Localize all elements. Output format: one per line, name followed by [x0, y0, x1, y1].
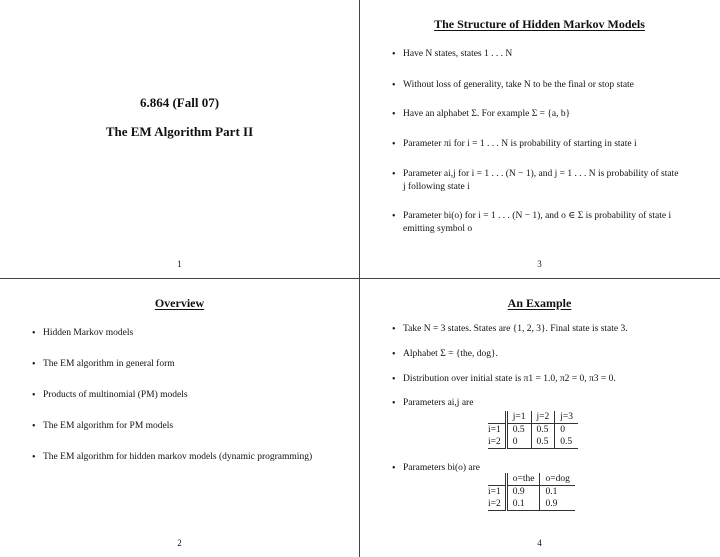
table-row: [488, 424, 578, 437]
bullet-item: • Hidden Markov models: [32, 327, 332, 340]
bullet-item: • Products of multinomial (PM) models: [32, 389, 332, 402]
column-header: j=3: [555, 411, 578, 424]
table-cell: 0.5: [531, 424, 555, 437]
table-row: [488, 486, 575, 499]
row-label: i=2: [488, 498, 506, 511]
table-cell: 0.1: [545, 487, 558, 497]
bullet-item: • Take N = 3 states. States are {1, 2, 3}. Final state is state 3.: [392, 323, 702, 336]
slide-2: [0, 279, 359, 557]
bullet-item: • Parameters ai,j are: [392, 397, 702, 410]
row-label: i=1: [488, 424, 506, 437]
table-cell: 0.5: [555, 436, 578, 449]
table-row: [488, 498, 575, 511]
table-cell: 0.9: [540, 498, 575, 511]
bullet-item: • Have an alphabet Σ. For example Σ = {a, b}: [392, 108, 682, 121]
bullet-item: • Have N states, states 1 . . . N: [392, 48, 682, 61]
slide-heading: An Example: [507, 296, 572, 310]
course-title: 6.864 (Fall 07): [139, 95, 220, 110]
bullet-item: • The EM algorithm for PM models: [32, 420, 332, 433]
lecture-title: The EM Algorithm Part II: [105, 124, 254, 139]
column-header: o=the: [506, 473, 540, 486]
bullet-item: • Parameter bi(o) for i = 1 . . . (N − 1), and o ∈ Σ is probability of state i emitting symbol o: [392, 210, 682, 236]
emission-table: [488, 473, 575, 511]
bullet-item: • Parameters bi(o) are: [392, 462, 702, 475]
page-number: 4: [537, 538, 542, 548]
bullet-item: • Alphabet Σ = {the, dog}.: [392, 348, 702, 361]
bullet-item: • Parameter ai,j for i = 1 . . . (N − 1), and j = 1 . . . N is probability of state j following state i: [392, 168, 682, 194]
page-number: 2: [177, 538, 182, 548]
page-number: 3: [537, 259, 542, 269]
bullet-item: • Without loss of generality, take N to be the final or stop state: [392, 79, 682, 92]
column-header: o=dog: [540, 473, 575, 486]
transition-table: [488, 411, 578, 449]
bullet-item: • The EM algorithm in general form: [32, 358, 332, 371]
slide-1: [0, 0, 359, 278]
table-cell: 0.9: [506, 486, 540, 499]
table-row: [488, 436, 578, 449]
column-header: j=1: [506, 411, 531, 424]
column-header: j=2: [531, 411, 555, 424]
table-cell: 0.1: [506, 498, 540, 511]
slide-4: [360, 279, 719, 557]
slide-heading: Overview: [154, 296, 205, 310]
slide-3: [360, 0, 719, 278]
table-cell: 0.5: [506, 424, 531, 437]
bullet-item: • Distribution over initial state is π1 = 1.0, π2 = 0, π3 = 0.: [392, 373, 702, 386]
row-label: i=2: [488, 436, 506, 449]
bullet-item: • The EM algorithm for hidden markov models (dynamic programming): [32, 451, 332, 464]
row-label: i=1: [488, 486, 506, 499]
table-cell: 0: [506, 436, 531, 449]
bullet-item: • Parameter πi for i = 1 . . . N is probability of starting in state i: [392, 138, 682, 151]
table-cell: 0.5: [531, 436, 555, 449]
page-number: 1: [177, 259, 182, 269]
table-cell: 0: [560, 425, 565, 435]
slide-heading: The Structure of Hidden Markov Models: [434, 17, 645, 31]
